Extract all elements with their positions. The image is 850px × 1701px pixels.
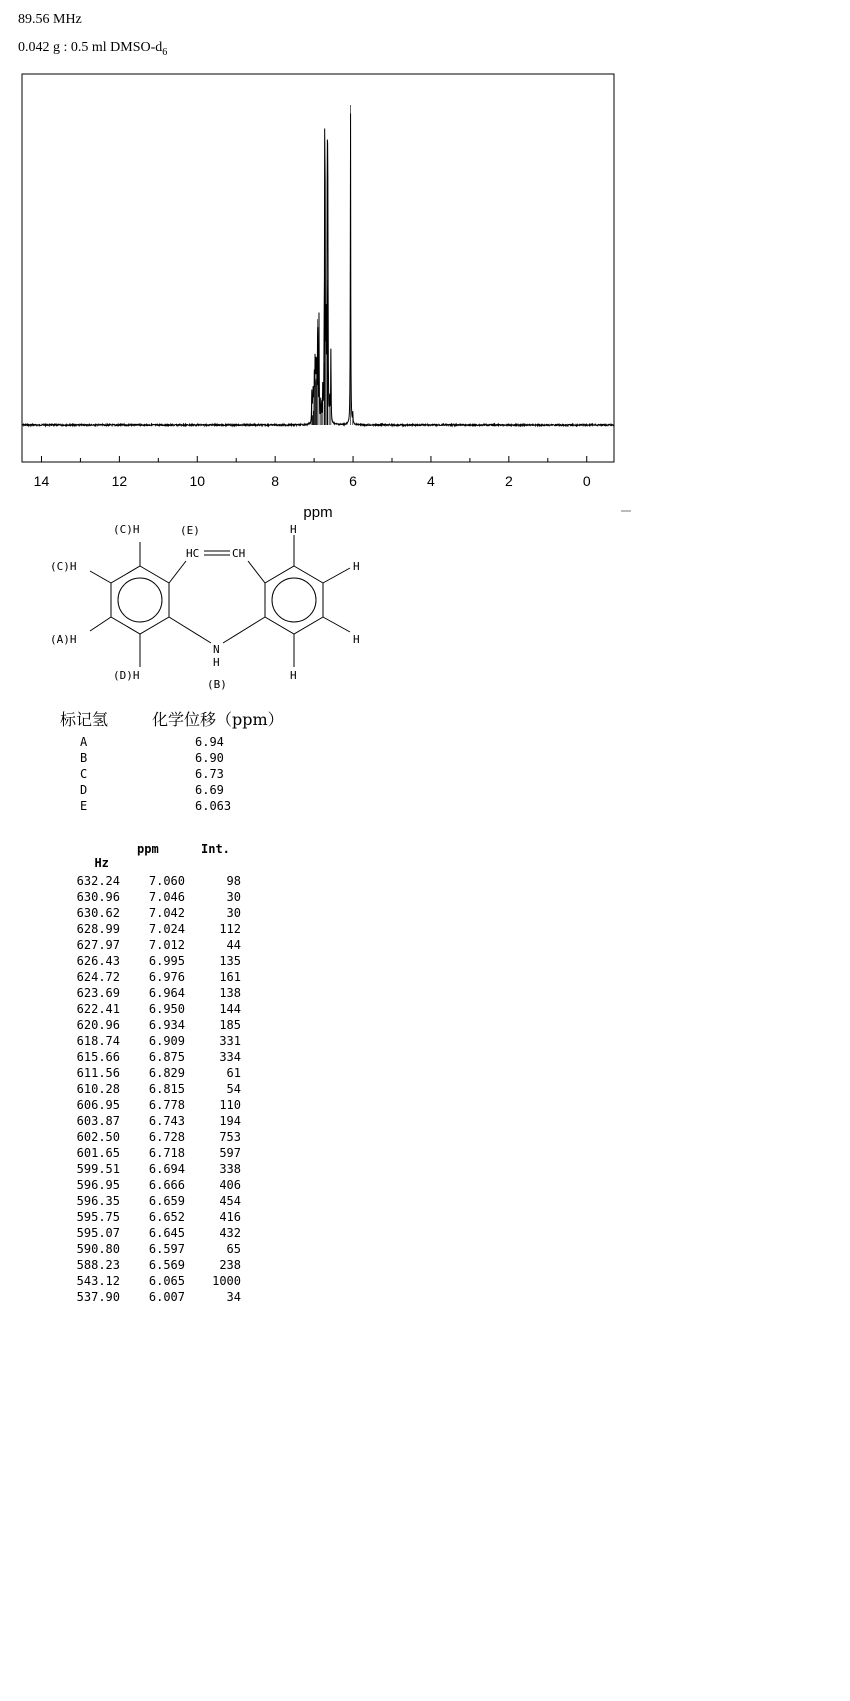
peak-cell-ppm: 7.024 xyxy=(148,922,185,936)
peak-table-row xyxy=(0,1130,260,1146)
x-tick-label: 8 xyxy=(271,473,280,489)
peak-table-row xyxy=(0,1242,260,1258)
peak-cell-hz: 623.69 xyxy=(76,986,120,1000)
peak-cell-int: 135 xyxy=(219,954,241,968)
peak-table-row xyxy=(0,986,260,1002)
peak-cell-ppm: 6.694 xyxy=(148,1162,185,1176)
peak-cell-ppm: 6.597 xyxy=(148,1242,185,1256)
peak-cell-ppm: 6.995 xyxy=(148,954,185,968)
peak-cell-int: 44 xyxy=(226,938,241,952)
assignment-shift: 6.73 xyxy=(195,767,224,781)
peak-cell-int: 161 xyxy=(219,970,241,984)
peak-table-header-int: Int. xyxy=(201,842,230,856)
peak-cell-int: 138 xyxy=(219,986,241,1000)
peak-cell-hz: 632.24 xyxy=(76,874,120,888)
peak-table-row xyxy=(0,1082,260,1098)
peak-cell-ppm: 6.950 xyxy=(148,1002,185,1016)
peak-cell-hz: 596.35 xyxy=(76,1194,120,1208)
peak-cell-hz: 601.65 xyxy=(76,1146,120,1160)
peak-table-row xyxy=(0,890,260,906)
peak-table-row xyxy=(0,970,260,986)
peak-table-row xyxy=(0,1114,260,1130)
peak-cell-ppm: 7.060 xyxy=(148,874,185,888)
peak-cell-int: 30 xyxy=(226,890,241,904)
label-hc: HC xyxy=(186,547,200,560)
peak-cell-int: 753 xyxy=(219,1130,241,1144)
x-axis-label: ppm xyxy=(303,504,333,521)
peak-table-row xyxy=(0,1178,260,1194)
spectrometer-frequency: 89.56 MHz xyxy=(18,12,82,27)
peak-table-header xyxy=(80,842,109,870)
peak-table-row xyxy=(0,1258,260,1274)
peak-cell-int: 432 xyxy=(219,1226,241,1240)
assignment-row xyxy=(80,799,232,813)
assignment-header-label: 标记氢 xyxy=(60,710,109,729)
bond-h-lower-right xyxy=(323,617,350,632)
label-d-bottom: (D)H xyxy=(113,669,140,682)
peak-cell-hz: 627.97 xyxy=(76,938,120,952)
peak-table-row xyxy=(0,1002,260,1018)
peak-table-row xyxy=(0,906,260,922)
assignment-row xyxy=(80,751,224,765)
bond-h-upper-right xyxy=(323,568,350,583)
label-c-left: (C)H xyxy=(50,560,77,573)
peak-cell-int: 54 xyxy=(226,1082,241,1096)
peak-cell-ppm: 6.875 xyxy=(148,1050,185,1064)
peak-cell-int: 30 xyxy=(226,906,241,920)
assignment-label: D xyxy=(80,783,88,797)
assignment-shift: 6.94 xyxy=(195,735,224,749)
peak-table-row xyxy=(0,1034,260,1050)
peak-cell-int: 98 xyxy=(226,874,241,888)
peak-cell-int: 406 xyxy=(219,1178,241,1192)
peak-cell-ppm: 6.645 xyxy=(148,1226,185,1240)
peak-cell-hz: 588.23 xyxy=(76,1258,120,1272)
label-h-right-lower: H xyxy=(353,633,360,646)
peak-cell-hz: 624.72 xyxy=(76,970,120,984)
peak-cell-ppm: 6.829 xyxy=(148,1066,185,1080)
label-h-right-top: H xyxy=(290,523,297,536)
peak-table-row xyxy=(0,1066,260,1082)
assignment-label: E xyxy=(80,799,88,813)
assignment-label: A xyxy=(80,735,88,749)
label-e: (E) xyxy=(180,524,200,537)
label-a-left: (A)H xyxy=(50,633,77,646)
label-c-top: (C)H xyxy=(113,523,140,536)
x-tick-label: 10 xyxy=(189,473,206,489)
peak-table-row xyxy=(0,1018,260,1034)
peak-cell-ppm: 7.046 xyxy=(148,890,185,904)
x-tick-label: 2 xyxy=(504,473,513,489)
label-h-right-bottom: H xyxy=(290,669,297,682)
peak-cell-ppm: 6.728 xyxy=(148,1130,185,1144)
peak-cell-hz: 626.43 xyxy=(76,954,120,968)
peak-cell-hz: 606.95 xyxy=(76,1098,120,1112)
assignment-shift: 6.063 xyxy=(195,799,232,813)
peak-cell-ppm: 6.743 xyxy=(148,1114,185,1128)
peak-table-row xyxy=(0,938,260,954)
peak-cell-ppm: 6.652 xyxy=(148,1210,185,1224)
peak-table-row xyxy=(0,1210,260,1226)
bond-h-lower-left xyxy=(90,617,111,631)
label-ch: CH xyxy=(232,547,246,560)
peak-cell-hz: 630.62 xyxy=(76,906,120,920)
peak-table-row xyxy=(0,1274,260,1290)
peak-cell-ppm: 6.718 xyxy=(148,1146,185,1160)
peak-cell-int: 338 xyxy=(219,1162,241,1176)
assignment-label: B xyxy=(80,751,88,765)
peak-cell-ppm: 6.666 xyxy=(148,1178,185,1192)
bond-left-ring-to-n xyxy=(169,617,211,643)
assignment-header-shift: 化学位移（ppm） xyxy=(152,710,284,729)
bond-h-upper-left xyxy=(90,571,111,583)
assignment-row xyxy=(80,767,224,781)
peak-cell-ppm: 6.007 xyxy=(148,1290,185,1304)
peak-table-row xyxy=(0,954,260,970)
sample-info-subscript: 6 xyxy=(162,46,168,58)
peak-cell-hz: 628.99 xyxy=(76,922,120,936)
right-ring-aromatic-circle xyxy=(272,578,316,622)
peak-cell-int: 110 xyxy=(219,1098,241,1112)
peak-cell-int: 185 xyxy=(219,1018,241,1032)
peak-cell-hz: 620.96 xyxy=(76,1018,120,1032)
label-b: (B) xyxy=(207,678,227,691)
peak-cell-ppm: 6.659 xyxy=(148,1194,185,1208)
peak-cell-hz: 603.87 xyxy=(76,1114,120,1128)
peak-cell-int: 1000 xyxy=(212,1274,241,1288)
x-tick-label: 0 xyxy=(582,473,591,489)
peak-cell-int: 65 xyxy=(226,1242,241,1256)
peak-cell-hz: 595.07 xyxy=(76,1226,120,1240)
peak-header-hz: Hz xyxy=(94,856,109,870)
bond-ch-to-right-ring xyxy=(248,561,265,583)
peak-cell-hz: 630.96 xyxy=(76,890,120,904)
peak-cell-int: 144 xyxy=(219,1002,241,1016)
peak-cell-ppm: 6.569 xyxy=(148,1258,185,1272)
peak-table-row xyxy=(0,1226,260,1242)
peak-cell-ppm: 6.815 xyxy=(148,1082,185,1096)
peak-cell-int: 454 xyxy=(219,1194,241,1208)
assignment-shift: 6.69 xyxy=(195,783,224,797)
peak-cell-hz: 618.74 xyxy=(76,1034,120,1048)
bond-n-to-right-ring xyxy=(223,617,265,643)
x-tick-label: 12 xyxy=(111,473,128,489)
peak-table-row xyxy=(0,1050,260,1066)
assignment-shift: 6.90 xyxy=(195,751,224,765)
assignment-row xyxy=(80,783,224,797)
molecule-structure xyxy=(0,0,850,700)
peak-cell-hz: 610.28 xyxy=(76,1082,120,1096)
peak-cell-ppm: 6.909 xyxy=(148,1034,185,1048)
peak-cell-hz: 615.66 xyxy=(76,1050,120,1064)
peak-cell-int: 597 xyxy=(219,1146,241,1160)
peak-cell-ppm: 6.976 xyxy=(148,970,185,984)
peak-cell-hz: 537.90 xyxy=(76,1290,120,1304)
peak-cell-int: 331 xyxy=(219,1034,241,1048)
sample-info-text: 0.042 g : 0.5 ml DMSO-d xyxy=(18,40,163,55)
peak-cell-ppm: 6.065 xyxy=(148,1274,185,1288)
label-h-right-upper: H xyxy=(353,560,360,573)
left-ring-aromatic-circle xyxy=(118,578,162,622)
x-tick-label: 4 xyxy=(427,473,435,489)
peak-table-row xyxy=(0,922,260,938)
assignment-row xyxy=(80,735,224,749)
label-nh: H xyxy=(213,656,220,669)
peak-cell-int: 112 xyxy=(219,922,241,936)
peak-cell-int: 334 xyxy=(219,1050,241,1064)
label-n: N xyxy=(213,643,220,656)
peak-cell-hz: 611.56 xyxy=(76,1066,120,1080)
peak-cell-hz: 599.51 xyxy=(76,1162,120,1176)
peak-cell-int: 34 xyxy=(226,1290,241,1304)
peak-table-header-ppm: ppm xyxy=(137,842,159,856)
peak-cell-int: 61 xyxy=(226,1066,241,1080)
peak-cell-ppm: 6.778 xyxy=(148,1098,185,1112)
assignment-label: C xyxy=(80,767,88,781)
x-tick-label: 14 xyxy=(33,473,50,489)
peak-table-row xyxy=(0,1162,260,1178)
peak-cell-hz: 602.50 xyxy=(76,1130,120,1144)
left-benzene-ring xyxy=(111,566,169,634)
peak-cell-hz: 596.95 xyxy=(76,1178,120,1192)
peak-cell-hz: 590.80 xyxy=(76,1242,120,1256)
peak-cell-int: 238 xyxy=(219,1258,241,1272)
x-tick-label: 6 xyxy=(349,473,357,489)
peak-table-row xyxy=(0,1098,260,1114)
peak-table-row xyxy=(0,1194,260,1210)
peak-cell-ppm: 7.012 xyxy=(148,938,185,952)
peak-table-row xyxy=(0,1290,260,1306)
peak-cell-int: 416 xyxy=(219,1210,241,1224)
peak-cell-ppm: 6.964 xyxy=(148,986,185,1000)
bond-left-ring-to-hc xyxy=(169,561,186,583)
peak-cell-int: 194 xyxy=(219,1114,241,1128)
peak-cell-hz: 595.75 xyxy=(76,1210,120,1224)
peak-cell-ppm: 6.934 xyxy=(148,1018,185,1032)
peak-cell-hz: 543.12 xyxy=(76,1274,120,1288)
peak-table-row xyxy=(0,1146,260,1162)
right-benzene-ring xyxy=(265,566,323,634)
peak-table-row xyxy=(0,874,260,890)
peak-cell-ppm: 7.042 xyxy=(148,906,185,920)
peak-cell-hz: 622.41 xyxy=(76,1002,120,1016)
